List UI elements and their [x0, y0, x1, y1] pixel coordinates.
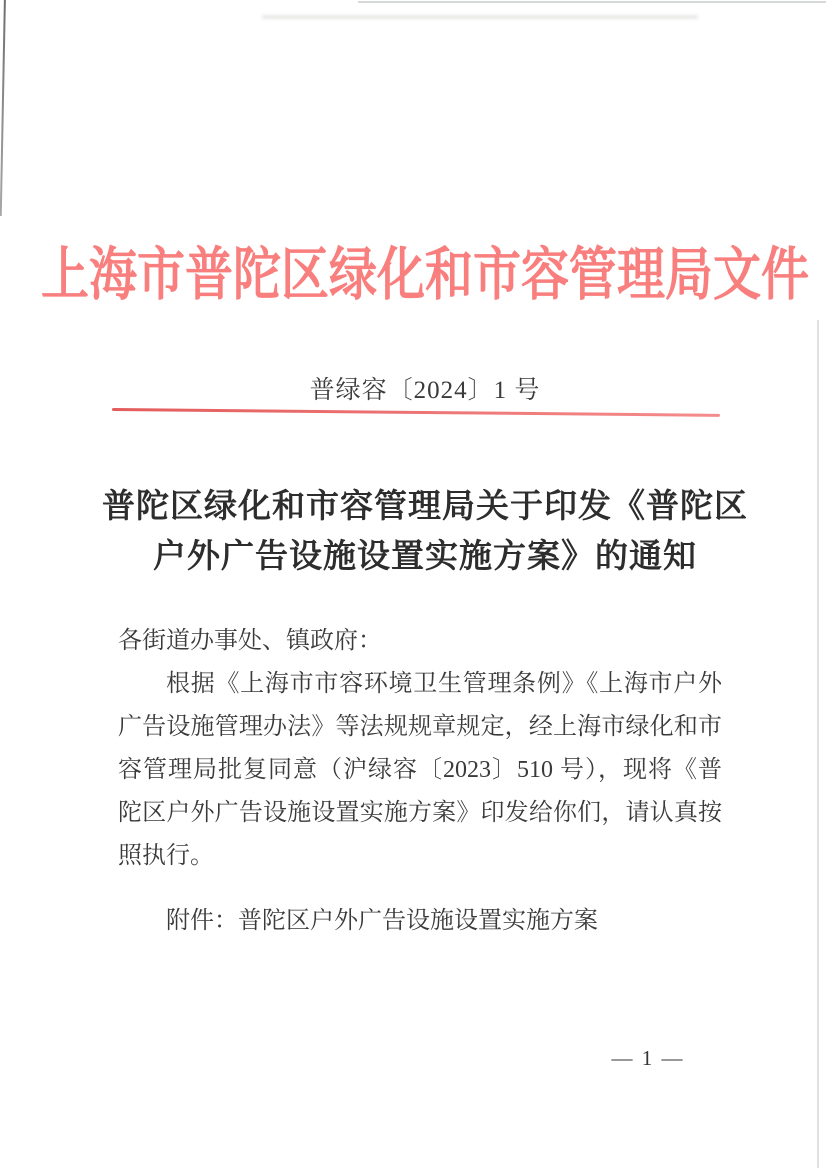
- scan-artifact-left-line: [0, 0, 6, 216]
- red-divider-line: [112, 408, 720, 417]
- notice-title: [24, 482, 826, 582]
- notice-title-line2: 户外广告设施设置实施方案》的通知: [153, 539, 697, 575]
- document-number: 普绿容〔2024〕1 号: [309, 377, 541, 404]
- page-number: — 1 —: [611, 1046, 685, 1070]
- scan-artifact-top-smudge: [262, 15, 698, 19]
- salutation-line: 各街道办事处、镇政府：: [118, 628, 382, 654]
- scan-artifact-top-line: [358, 1, 826, 3]
- scan-artifact-right-edge: [817, 320, 819, 1168]
- attachment-line: 附件：普陀区户外广告设施设置实施方案: [166, 908, 598, 934]
- notice-body: [118, 620, 722, 943]
- notice-title-line1: 普陀区绿化和市容管理局关于印发《普陀区: [102, 489, 748, 525]
- letterhead-title: 上海市普陀区绿化和市容管理局文件: [40, 243, 809, 308]
- body-paragraph: 根据《上海市市容环境卫生管理条例》《上海市户外广告设施管理办法》等法规规章规定，经上海市绿化和市容管理局批复同意（沪绿容〔2023〕510 号），现将《普陀区户外广告设施设置实施方案》印发给你们，请认真按照执行。: [118, 671, 722, 869]
